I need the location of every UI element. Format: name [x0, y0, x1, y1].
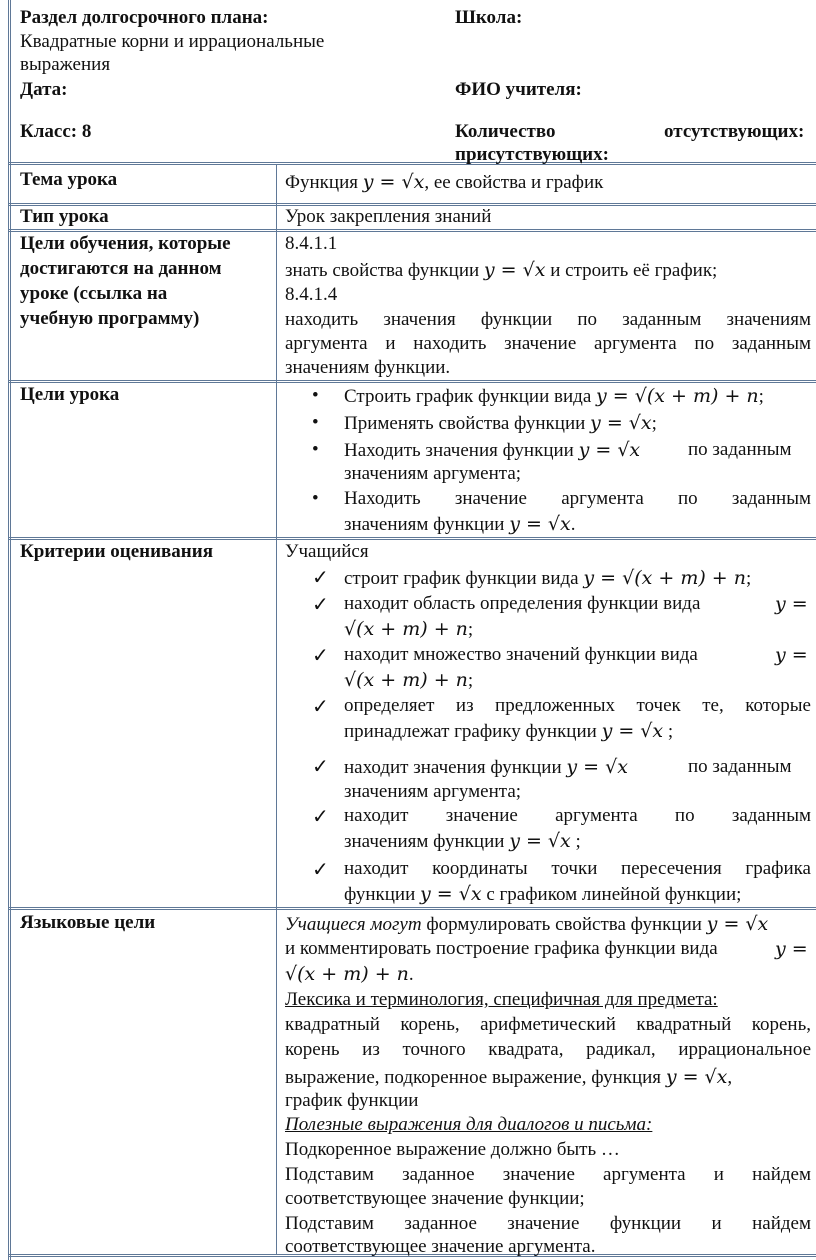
check-icon: ✓	[312, 643, 329, 667]
criterion-2-cont: √(x + m) + n;	[344, 618, 474, 640]
criterion-2: находит область определения функции вида	[344, 593, 701, 614]
present-label: присутствующих:	[455, 144, 609, 165]
absent-label: отсутствующих:	[664, 121, 805, 142]
topic-label: Тема урока	[20, 169, 118, 190]
objectives-label-4: учебную программу)	[20, 308, 200, 329]
language-line-1: Учащиеся могут формулировать свойства функции y = √x	[285, 913, 769, 935]
check-icon: ✓	[312, 565, 329, 589]
criterion-2-formula-start: y =	[775, 593, 808, 615]
vocabulary-heading: Лексика и терминология, специфичная для предмета:	[285, 989, 718, 1010]
teacher-label: ФИО учителя:	[455, 79, 582, 100]
criterion-5-cont: значениям аргумента;	[344, 781, 522, 802]
vocabulary-line-3: выражение, подкоренное выражение, функция y = √x,	[285, 1066, 733, 1088]
class-label: Класс: 8	[20, 121, 92, 142]
phrases-heading: Полезные выражения для диалогов и письма:	[285, 1114, 653, 1135]
check-icon: ✓	[312, 804, 329, 828]
criterion-6-cont: значениям функции y = √x ;	[344, 830, 581, 852]
objective-line-6: значениям функции.	[285, 357, 451, 378]
check-icon: ✓	[312, 694, 329, 718]
phrase-2: Подставим заданное значение аргумента и найдем	[285, 1164, 811, 1185]
section-value-cont: выражения	[20, 54, 111, 75]
objective-code-2: 8.4.1.4	[285, 284, 338, 305]
language-line-3: √(x + m) + n.	[285, 963, 414, 985]
goal-3-cont: значениям аргумента;	[344, 463, 522, 484]
goal-1: Строить график функции вида y = √(x + m) + n;	[344, 385, 764, 407]
section-value: Квадратные корни и иррациональные	[20, 31, 325, 52]
objectives-label-3: уроке (ссылка на	[20, 283, 168, 304]
goal-4: Находить значение аргумента по заданным	[344, 488, 811, 509]
check-icon: ✓	[312, 754, 329, 778]
school-label: Школа:	[455, 7, 523, 28]
section-label: Раздел долгосрочного плана:	[20, 7, 269, 28]
check-icon: ✓	[312, 592, 329, 616]
criterion-6: находит значение аргумента по заданным	[344, 805, 811, 826]
goal-4-cont: значениям функции y = √x.	[344, 513, 576, 535]
criterion-7-cont: функции y = √x с графиком линейной функции;	[344, 883, 742, 905]
row-divider	[8, 380, 816, 383]
formula: y = √x	[362, 171, 425, 193]
objectives-label-2: достигаются на данном	[20, 258, 222, 279]
criterion-7: находит координаты точки пересечения графика	[344, 858, 811, 879]
date-label: Дата:	[20, 79, 68, 100]
vocabulary-line-2: корень из точного квадрата, радикал, иррациональное	[285, 1039, 811, 1060]
bullet-icon: •	[312, 412, 319, 433]
objective-code-1: 8.4.1.1	[285, 233, 338, 254]
phrase-1: Подкоренное выражение должно быть …	[285, 1139, 620, 1160]
criterion-5-tail: по заданным	[688, 756, 792, 777]
language-goals-label: Языковые цели	[20, 912, 156, 933]
phrase-3: Подставим заданное значение функции и найдем	[285, 1213, 811, 1234]
check-icon: ✓	[312, 857, 329, 881]
objective-line-5: аргумента и находить значение аргумента по заданным	[285, 333, 811, 354]
criteria-label: Критерии оценивания	[20, 541, 213, 562]
lesson-type-label: Тип урока	[20, 206, 109, 227]
topic-value: Функция y = √x, ее свойства и график	[285, 171, 604, 193]
bullet-icon: •	[312, 488, 319, 509]
column-divider	[276, 164, 277, 1255]
lesson-type-value: Урок закрепления знаний	[285, 206, 492, 227]
criterion-3-cont: √(x + m) + n;	[344, 669, 474, 691]
objective-line-2: знать свойства функции y = √x и строить её график;	[285, 259, 718, 281]
row-divider	[8, 162, 816, 165]
phrase-2-cont: соответствующее значение функции;	[285, 1188, 585, 1209]
goal-2: Применять свойства функции y = √x;	[344, 412, 657, 434]
language-line-2: и комментировать построение графика функции вида	[285, 938, 718, 959]
objectives-label-1: Цели обучения, которые	[20, 233, 231, 254]
criterion-3: находит множество значений функции вида	[344, 644, 698, 665]
bullet-icon: •	[312, 385, 319, 406]
criterion-3-formula-start: y =	[775, 644, 808, 666]
language-line-2-formula: y =	[775, 938, 808, 960]
count-label: Количество	[455, 121, 556, 142]
vocabulary-line-4: график функции	[285, 1090, 419, 1111]
criteria-intro: Учащийся	[285, 541, 369, 562]
criterion-1: строит график функции вида y = √(x + m) + n;	[344, 567, 752, 589]
goal-3: Находить значения функции y = √x	[344, 439, 641, 461]
criterion-4-cont: принадлежат графику функции y = √x ;	[344, 720, 674, 742]
objective-line-4: находить значения функции по заданным значениям	[285, 309, 811, 330]
lesson-goals-label: Цели урока	[20, 384, 120, 405]
phrase-3-cont: соответствующее значение аргумента.	[285, 1236, 596, 1257]
vocabulary-line-1: квадратный корень, арифметический квадратный корень,	[285, 1014, 811, 1035]
criterion-5: находит значения функции y = √x	[344, 756, 628, 778]
goal-3-tail: по заданным	[688, 439, 792, 460]
criterion-4: определяет из предложенных точек те, которые	[344, 695, 811, 716]
bullet-icon: •	[312, 439, 319, 460]
row-divider	[8, 907, 816, 910]
